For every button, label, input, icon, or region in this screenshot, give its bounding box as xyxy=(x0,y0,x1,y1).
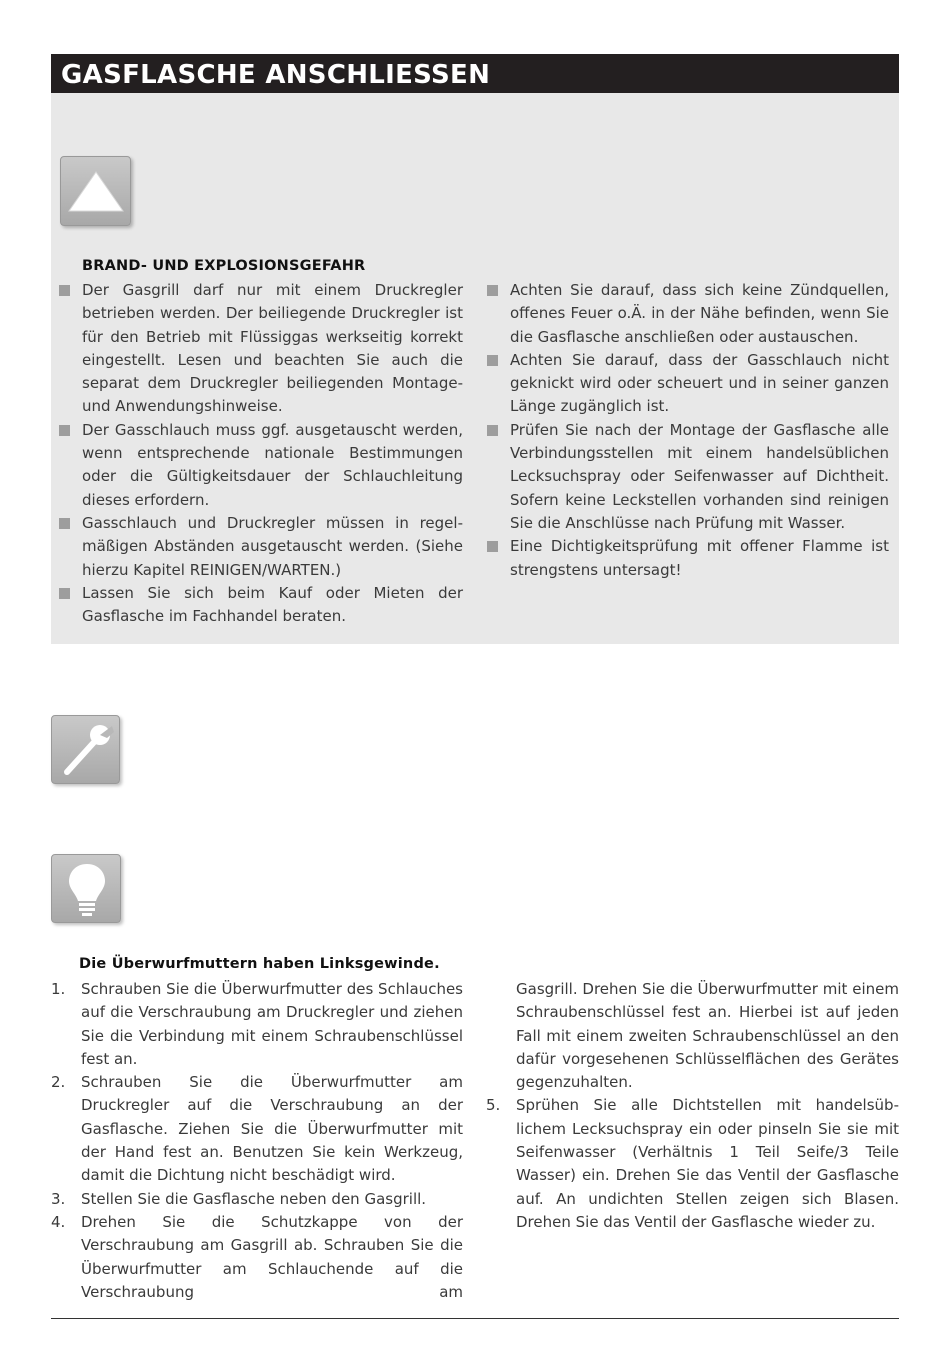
page-title: GASFLASCHE ANSCHLIESSEN xyxy=(51,54,899,93)
list-item: 4. Drehen Sie die Schutzkappe von der Verschraubung am Gasgrill ab. Schrauben Sie die Überwurfmutter am Schlauchende auf die Verschraubung am xyxy=(51,1212,463,1301)
bullet-square-icon xyxy=(487,425,498,436)
list-item: Lassen Sie sich beim Kauf oder Mieten der Gasflasche im Fachhandel beraten. xyxy=(51,582,463,629)
list-item: Der Gasschlauch muss ggf. ausgetauscht werden, wenn entsprechende nationale Bestimmungen oder die Gültigkeitsdauer der Schlauchleitung dieses erfordern. xyxy=(51,419,463,512)
list-item: Eine Dichtigkeitsprüfung mit offener Flamme ist strengstens untersagt! xyxy=(479,535,889,582)
lightbulb-icon xyxy=(51,854,121,923)
list-item: 5. Sprühen Sie alle Dichtstellen mit handelsüb-lichem Lecksuchspray ein oder pinseln Sie sie mit Seifenwasser (Verhältnis 1 Teil Seife/3 Teile Wasser) ein. Drehen Sie das Ventil der Gasflasche auf. An undichten Stellen zeigen sich Blasen. Drehen Sie das Ventil der Gasflasche wieder zu. xyxy=(486,1096,899,1231)
bullet-square-icon xyxy=(59,518,70,529)
bullet-square-icon xyxy=(487,541,498,552)
warning-right-column xyxy=(479,279,889,582)
list-item: Gasschlauch und Druckregler müssen in regel-mäßigen Abständen ausgetauscht werden. (Siehe hierzu Kapitel REINIGEN/WARTEN.) xyxy=(51,512,463,582)
warning-left-column xyxy=(51,279,463,628)
list-item: Achten Sie darauf, dass sich keine Zündquellen, offenes Feuer o.Ä. in der Nähe befinden, wenn Sie die Gasflasche anschließen oder austauschen. xyxy=(479,279,889,349)
list-item: Achten Sie darauf, dass der Gasschlauch nicht geknickt wird oder scheuert und in seiner ganzen Länge zugänglich ist. xyxy=(479,349,889,419)
bullet-square-icon xyxy=(59,285,70,296)
wrench-icon xyxy=(51,715,120,784)
steps-left-column xyxy=(51,978,463,1304)
list-item: 2. Schrauben Sie die Überwurfmutter am Druckregler auf die Verschraubung an der Gasflasche. Ziehen Sie die Überwurfmutter mit der Hand fest an. Benutzen Sie kein Werkzeug, damit die Dichtung nicht beschädigt wird. xyxy=(51,1073,463,1185)
list-item: 1. Schrauben Sie die Überwurfmutter des Schlauches auf die Verschraubung am Druckregler und ziehen Sie die Verbindung mit einem Schraubenschlüssel fest an. xyxy=(51,980,463,1068)
bullet-square-icon xyxy=(59,425,70,436)
list-item: Prüfen Sie nach der Montage der Gasflasche alle Verbindungsstellen mit einem handelsüblichen Lecksuchspray oder Seifenwasser auf Dichtheit. Sofern keine Leckstellen vorhanden sind reinigen Sie die Anschlüsse nach Prüfung mit Wasser. xyxy=(479,419,889,535)
warning-triangle-icon xyxy=(60,156,131,226)
bullet-square-icon xyxy=(487,285,498,296)
list-item: 3. Stellen Sie die Gasflasche neben den Gasgrill. xyxy=(51,1189,427,1208)
warning-heading: BRAND- UND EXPLOSIONSGEFAHR xyxy=(82,258,366,274)
steps-right-column xyxy=(486,978,899,1234)
bullet-square-icon xyxy=(59,588,70,599)
footer-divider xyxy=(51,1318,899,1319)
bullet-square-icon xyxy=(487,355,498,366)
step-4-continuation: Gasgrill. Drehen Sie die Überwurfmutter mit einem Schraubenschlüssel fest an. Hierbei ist auf jeden Fall mit einem zweiten Schraubenschlüssel an den dafür vorgesehenen Schlüsselflächen des Gerätes gegenzuhalten. xyxy=(516,980,899,1092)
list-item: Der Gasgrill darf nur mit einem Druckregler betrieben werden. Der beiliegende Druckregler ist für den Betrieb mit Flüssiggas werkseitig korrekt eingestellt. Lesen und beachten Sie auch die separat dem Druckregler beiliegenden Montage- und Anwendungshinweise. xyxy=(51,279,463,419)
tip-heading: Die Überwurfmuttern haben Linksgewinde. xyxy=(79,956,440,972)
